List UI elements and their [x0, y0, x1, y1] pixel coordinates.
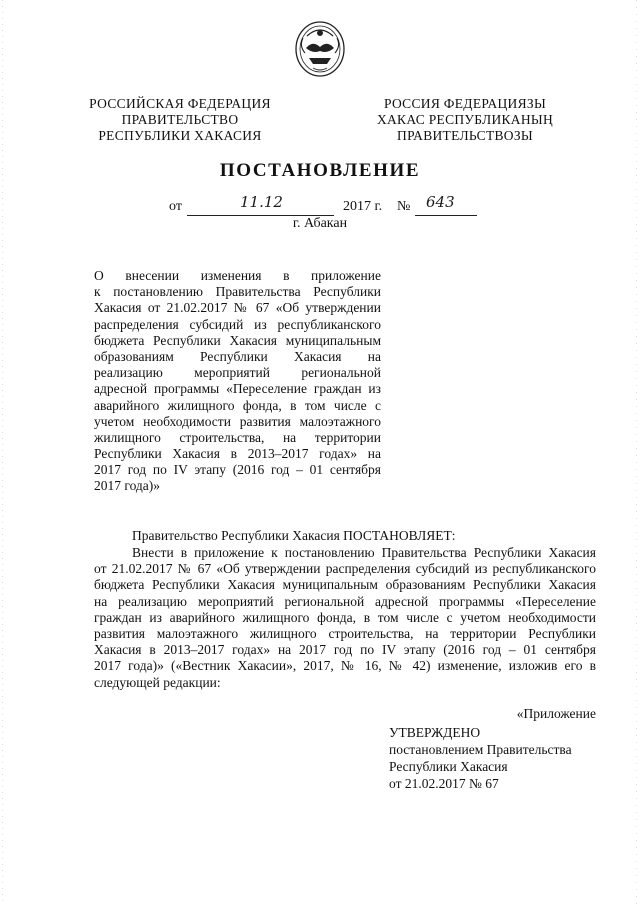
body-line: от 21.02.2017 № 67 «Об утверждении распределения субсидий из республиканского	[94, 561, 596, 577]
subject-block	[94, 268, 381, 495]
approval-line: УТВЕРЖДЕНО	[389, 725, 481, 740]
header-line: РОССИЙСКАЯ ФЕДЕРАЦИЯ	[89, 96, 271, 111]
handwritten-date: 11.12	[240, 193, 283, 211]
subject-line: Республики Хакасия в 2013–2017 годах» на	[94, 446, 381, 462]
year-label: 2017 г.	[343, 199, 383, 214]
decree-intro: Правительство Республики Хакасия ПОСТАНОВЛЯЕТ:	[132, 528, 456, 543]
subject-line: 2017 год по IV этапу (2016 год – 01 сентября	[94, 462, 381, 478]
body-line: развития малоэтажного жилищного строительства, на территории Республики	[94, 625, 596, 641]
subject-line: 2017 года)»	[94, 478, 161, 494]
subject-line: аварийного жилищного фонда, в том числе с	[94, 397, 381, 413]
body-line: граждан из аварийного жилищного фонда, в том числе с учетом необходимости	[94, 609, 596, 625]
decree-body	[94, 545, 596, 691]
scan-edge-left	[2, 0, 3, 905]
header-russian	[70, 96, 290, 144]
body-line: на реализацию мероприятий региональной адресной программы «Переселение	[94, 593, 596, 609]
appendix-heading: «Приложение	[516, 706, 596, 721]
subject-line: О внесении изменения в приложение	[94, 268, 381, 283]
handwritten-number: 643	[426, 193, 455, 211]
header-line: ПРАВИТЕЛЬСТВОЗЫ	[397, 128, 533, 143]
document-title: ПОСТАНОВЛЕНИЕ	[219, 160, 421, 181]
approval-block	[389, 724, 572, 792]
header-line: ПРАВИТЕЛЬСТВО	[121, 112, 239, 127]
subject-line: бюджета Республики Хакасия муниципальным	[94, 332, 381, 348]
header-line: РЕСПУБЛИКИ ХАКАСИЯ	[98, 128, 262, 143]
coat-of-arms-emblem	[293, 18, 347, 78]
approval-line: постановлением Правительства	[389, 742, 572, 757]
body-line: бюджета Республики Хакасия муниципальным образованиям Республики Хакасия	[94, 577, 596, 593]
body-line: 2017 года)» («Вестник Хакасии», 2017, № 16, № 42) изменение, изложив его в	[94, 658, 596, 674]
subject-line: реализацию мероприятий региональной	[94, 365, 381, 381]
scan-edge-right	[636, 0, 637, 905]
city-label: г. Абакан	[292, 216, 348, 231]
subject-line: распределения субсидий из республиканского	[94, 316, 381, 332]
subject-line: Хакасия от 21.02.2017 № 67 «Об утверждении	[94, 300, 381, 316]
body-line: следующей редакции:	[94, 674, 221, 690]
subject-line: к постановлению Правительства Республики	[94, 284, 381, 300]
header-khakas	[355, 96, 575, 144]
header-line: РОССИЯ ФЕДЕРАЦИЯЗЫ	[383, 96, 547, 111]
subject-line: учетом необходимости развития малоэтажного	[94, 413, 381, 429]
approval-line: Республики Хакасия	[389, 759, 508, 774]
header-line: ХАКАС РЕСПУБЛИКАНЫҢ	[376, 112, 554, 127]
subject-line: адресной программы «Переселение граждан из	[94, 381, 381, 397]
from-label: от	[169, 199, 182, 214]
body-line: Хакасия в 2013–2017 годах» на 2017 год по IV этапу (2016 год – 01 сентября	[94, 642, 596, 658]
body-line: Внести в приложение к постановлению Правительства Республики Хакасия	[132, 545, 596, 560]
approval-line: от 21.02.2017 № 67	[389, 776, 499, 791]
subject-line: образованиям Республики Хакасия на	[94, 348, 381, 364]
subject-line: жилищного строительства, на территории	[94, 429, 381, 445]
number-label: №	[397, 199, 411, 214]
